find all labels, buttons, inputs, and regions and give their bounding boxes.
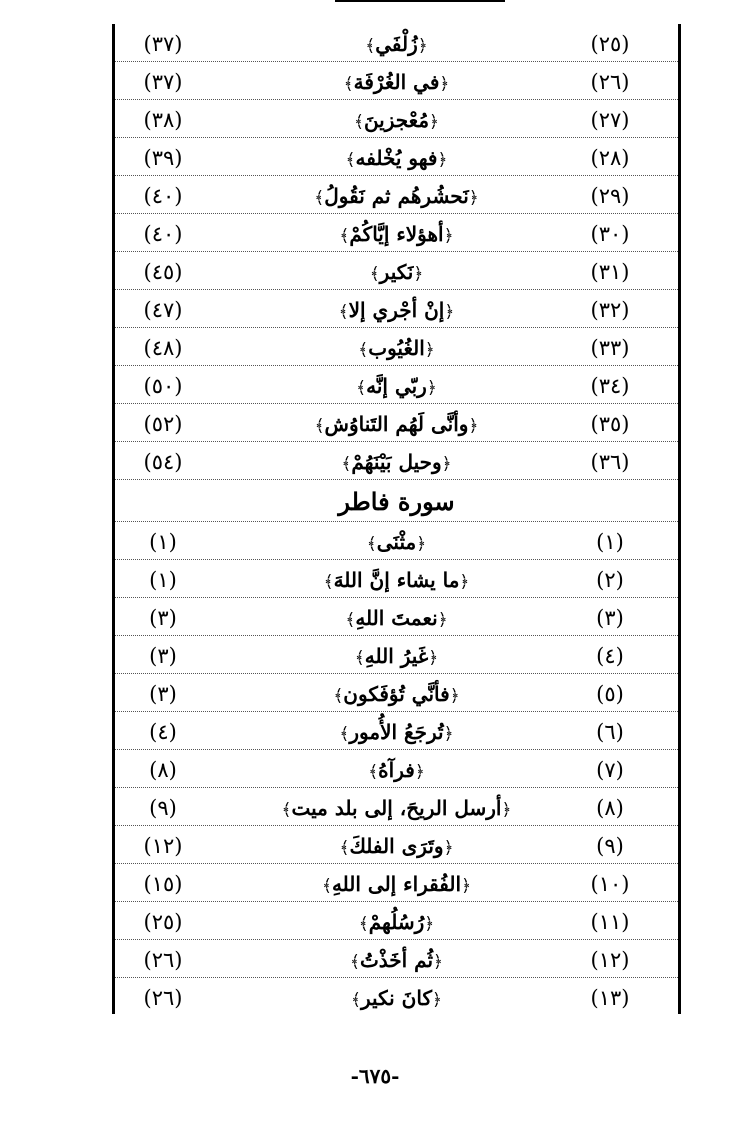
ornate-bracket-close: ﴾ bbox=[339, 226, 350, 246]
ornate-bracket-open: ﴿ bbox=[428, 648, 439, 668]
quran-word bbox=[215, 788, 578, 826]
verse-reference: (٢٦) bbox=[143, 986, 183, 1010]
quran-word bbox=[215, 24, 578, 62]
quran-word bbox=[215, 522, 578, 560]
ornate-bracket-close: ﴾ bbox=[338, 302, 349, 322]
ornate-bracket-close: ﴾ bbox=[356, 378, 367, 398]
table-row bbox=[115, 100, 678, 138]
table-row bbox=[115, 290, 678, 328]
ornate-bracket-close: ﴾ bbox=[349, 952, 360, 972]
verse-reference: (٢٥) bbox=[143, 910, 183, 934]
entry-number: (١٣) bbox=[590, 986, 630, 1010]
verse-reference: (٤) bbox=[149, 720, 177, 744]
table-row bbox=[115, 902, 678, 940]
word-text: ثُم أخَذْتُ bbox=[359, 948, 434, 972]
quran-word bbox=[215, 252, 578, 290]
page-number: -٦٧٥- bbox=[350, 1064, 400, 1088]
word-text: الفُقراء إلى اللهِ bbox=[331, 872, 462, 896]
quran-word bbox=[215, 442, 578, 480]
table-row bbox=[115, 214, 678, 252]
quran-word bbox=[215, 978, 578, 1016]
ornate-bracket-open: ﴿ bbox=[437, 150, 448, 170]
verse-reference: (٣) bbox=[149, 682, 177, 706]
table-row bbox=[115, 940, 678, 978]
word-text: في الغُرْفَة bbox=[353, 70, 440, 94]
ornate-bracket-close: ﴾ bbox=[333, 686, 344, 706]
word-text: أهؤلاء إيَّاكُمْ bbox=[349, 222, 444, 246]
word-text: أرسل الريحَ، إلى بلد ميت bbox=[291, 796, 502, 820]
entry-number: (١) bbox=[596, 530, 624, 554]
ornate-bracket-open: ﴿ bbox=[443, 724, 454, 744]
quran-word bbox=[215, 902, 578, 940]
ornate-bracket-close: ﴾ bbox=[339, 838, 350, 858]
quran-word bbox=[215, 328, 578, 366]
ornate-bracket-close: ﴾ bbox=[281, 800, 292, 820]
entry-number: (١٠) bbox=[590, 872, 630, 896]
word-text: مُعْجزينَ bbox=[363, 108, 430, 132]
word-text: وتَرَى الفلكَ bbox=[349, 834, 444, 858]
table-row bbox=[115, 864, 678, 902]
table-row bbox=[115, 328, 678, 366]
quran-word bbox=[215, 176, 578, 214]
word-text: زُلْفَي bbox=[375, 32, 418, 56]
entry-number: (٣١) bbox=[590, 260, 630, 284]
word-text: فرآهُ bbox=[378, 758, 415, 782]
entry-number: (٥) bbox=[596, 682, 624, 706]
table-row bbox=[115, 138, 678, 176]
index-rows bbox=[115, 24, 678, 1016]
entry-number: (٣) bbox=[596, 606, 624, 630]
word-text: مثْنَى bbox=[376, 530, 417, 554]
quran-word bbox=[215, 826, 578, 864]
quran-word bbox=[215, 366, 578, 404]
table-row bbox=[115, 636, 678, 674]
word-text: تُرجَعُ الأُمور bbox=[349, 720, 444, 744]
ornate-bracket-open: ﴿ bbox=[461, 876, 472, 896]
quran-word bbox=[215, 560, 578, 598]
verse-reference: (٣) bbox=[149, 644, 177, 668]
entry-number: (٣٥) bbox=[590, 412, 630, 436]
entry-number: (٨) bbox=[596, 796, 624, 820]
verse-reference: (٥٢) bbox=[143, 412, 183, 436]
entry-number: (٢٥) bbox=[590, 32, 630, 56]
table-row bbox=[115, 560, 678, 598]
ornate-bracket-close: ﴾ bbox=[314, 416, 325, 436]
word-text: فهو يُخْلفه bbox=[355, 146, 438, 170]
table-row bbox=[115, 522, 678, 560]
word-text: وحيل بَيْنَهُمْ bbox=[351, 450, 442, 474]
table-row bbox=[115, 978, 678, 1016]
verse-reference: (٨) bbox=[149, 758, 177, 782]
quran-word bbox=[215, 214, 578, 252]
verse-reference: (٣٩) bbox=[143, 146, 183, 170]
word-text: إنْ أجْري إلا bbox=[348, 298, 445, 322]
word-text: نعمتَ اللهِ bbox=[355, 606, 438, 630]
quran-word bbox=[215, 674, 578, 712]
quran-word bbox=[215, 62, 578, 100]
quran-word bbox=[215, 864, 578, 902]
ornate-bracket-close: ﴾ bbox=[368, 762, 379, 782]
quran-word bbox=[215, 404, 578, 442]
table-row bbox=[115, 674, 678, 712]
ornate-bracket-close: ﴾ bbox=[365, 36, 376, 56]
entry-number: (٣٤) bbox=[590, 374, 630, 398]
entry-number: (٣٢) bbox=[590, 298, 630, 322]
verse-reference: (٤٠) bbox=[143, 184, 183, 208]
table-row bbox=[115, 404, 678, 442]
verse-reference: (١٢) bbox=[143, 834, 183, 858]
ornate-bracket-open: ﴿ bbox=[468, 416, 479, 436]
entry-number: (٣٠) bbox=[590, 222, 630, 246]
verse-reference: (٤٠) bbox=[143, 222, 183, 246]
word-text: غَيرُ اللهِ bbox=[364, 644, 429, 668]
word-text: وأنَّى لَهُم التَناوُش bbox=[324, 412, 469, 436]
table-row bbox=[115, 24, 678, 62]
verse-reference: (٣) bbox=[149, 606, 177, 630]
verse-reference: (٩) bbox=[149, 796, 177, 820]
verse-reference: (٥٠) bbox=[143, 374, 183, 398]
ornate-bracket-open: ﴿ bbox=[413, 264, 424, 284]
quran-word bbox=[215, 598, 578, 636]
ornate-bracket-close: ﴾ bbox=[345, 610, 356, 630]
ornate-bracket-close: ﴾ bbox=[353, 112, 364, 132]
word-text: ربّي إنَّه bbox=[366, 374, 427, 398]
word-text: نَحشُرهُم ثم نَقُولُ bbox=[324, 184, 469, 208]
quran-word bbox=[215, 636, 578, 674]
verse-reference: (٣٧) bbox=[143, 70, 183, 94]
quran-word bbox=[215, 138, 578, 176]
ornate-bracket-close: ﴾ bbox=[323, 572, 334, 592]
entry-number: (٧) bbox=[596, 758, 624, 782]
top-rule bbox=[335, 0, 505, 2]
table-row bbox=[115, 598, 678, 636]
ornate-bracket-open: ﴿ bbox=[416, 534, 427, 554]
entry-number: (٢٩) bbox=[590, 184, 630, 208]
ornate-bracket-open: ﴿ bbox=[437, 610, 448, 630]
verse-reference: (٤٧) bbox=[143, 298, 183, 322]
ornate-bracket-open: ﴿ bbox=[449, 686, 460, 706]
table-row bbox=[115, 62, 678, 100]
quran-word bbox=[215, 712, 578, 750]
entry-number: (٢٧) bbox=[590, 108, 630, 132]
verse-reference: (١) bbox=[149, 530, 177, 554]
quran-word bbox=[215, 100, 578, 138]
entry-number: (٢) bbox=[596, 568, 624, 592]
ornate-bracket-close: ﴾ bbox=[358, 340, 369, 360]
word-text: كانَ نكير bbox=[361, 986, 432, 1010]
ornate-bracket-open: ﴿ bbox=[424, 340, 435, 360]
table-row bbox=[115, 252, 678, 290]
index-table bbox=[112, 24, 681, 1014]
table-row bbox=[115, 176, 678, 214]
ornate-bracket-open: ﴿ bbox=[441, 454, 452, 474]
entry-number: (٤) bbox=[596, 644, 624, 668]
ornate-bracket-close: ﴾ bbox=[321, 876, 332, 896]
ornate-bracket-open: ﴿ bbox=[468, 188, 479, 208]
ornate-bracket-close: ﴾ bbox=[354, 648, 365, 668]
ornate-bracket-close: ﴾ bbox=[369, 264, 380, 284]
ornate-bracket-open: ﴿ bbox=[443, 226, 454, 246]
ornate-bracket-close: ﴾ bbox=[343, 74, 354, 94]
entry-number: (٩) bbox=[596, 834, 624, 858]
entry-number: (١١) bbox=[590, 910, 630, 934]
entry-number: (٢٨) bbox=[590, 146, 630, 170]
word-text: رُسُلُهمْ bbox=[368, 910, 425, 934]
verse-reference: (٤٨) bbox=[143, 336, 183, 360]
table-row bbox=[115, 712, 678, 750]
ornate-bracket-open: ﴿ bbox=[501, 800, 512, 820]
verse-reference: (٣٧) bbox=[143, 32, 183, 56]
table-row bbox=[115, 366, 678, 404]
ornate-bracket-open: ﴿ bbox=[433, 952, 444, 972]
verse-reference: (٥٤) bbox=[143, 450, 183, 474]
ornate-bracket-close: ﴾ bbox=[366, 534, 377, 554]
quran-word bbox=[215, 750, 578, 788]
entry-number: (٦) bbox=[596, 720, 624, 744]
ornate-bracket-open: ﴿ bbox=[439, 74, 450, 94]
word-text: الغُيُوب bbox=[368, 336, 425, 360]
table-row bbox=[115, 750, 678, 788]
verse-reference: (٢٦) bbox=[143, 948, 183, 972]
ornate-bracket-open: ﴿ bbox=[424, 914, 435, 934]
verse-reference: (٤٥) bbox=[143, 260, 183, 284]
table-row bbox=[115, 788, 678, 826]
entry-number: (١٢) bbox=[590, 948, 630, 972]
ornate-bracket-close: ﴾ bbox=[358, 914, 369, 934]
ornate-bracket-open: ﴿ bbox=[429, 112, 440, 132]
ornate-bracket-open: ﴿ bbox=[431, 990, 442, 1010]
entry-number: (٢٦) bbox=[590, 70, 630, 94]
ornate-bracket-open: ﴿ bbox=[444, 302, 455, 322]
ornate-bracket-open: ﴿ bbox=[417, 36, 428, 56]
ornate-bracket-open: ﴿ bbox=[426, 378, 437, 398]
table-row bbox=[115, 442, 678, 480]
ornate-bracket-close: ﴾ bbox=[314, 188, 325, 208]
ornate-bracket-close: ﴾ bbox=[351, 990, 362, 1010]
ornate-bracket-close: ﴾ bbox=[341, 454, 352, 474]
verse-reference: (٣٨) bbox=[143, 108, 183, 132]
entry-number: (٣٣) bbox=[590, 336, 630, 360]
ornate-bracket-close: ﴾ bbox=[339, 724, 350, 744]
verse-reference: (١٥) bbox=[143, 872, 183, 896]
quran-word bbox=[215, 290, 578, 328]
quran-word bbox=[215, 940, 578, 978]
word-text: نَكير bbox=[379, 260, 414, 284]
verse-reference: (١) bbox=[149, 568, 177, 592]
word-text: ما يشاء إنَّ اللهَ bbox=[333, 568, 460, 592]
ornate-bracket-open: ﴿ bbox=[414, 762, 425, 782]
word-text: فأنَّي تُؤفَكون bbox=[343, 682, 450, 706]
entry-number: (٣٦) bbox=[590, 450, 630, 474]
ornate-bracket-open: ﴿ bbox=[443, 838, 454, 858]
table-row bbox=[115, 826, 678, 864]
ornate-bracket-open: ﴿ bbox=[459, 572, 470, 592]
ornate-bracket-close: ﴾ bbox=[345, 150, 356, 170]
section-heading-row bbox=[115, 480, 678, 522]
section-title: سورة فاطر bbox=[338, 487, 455, 516]
